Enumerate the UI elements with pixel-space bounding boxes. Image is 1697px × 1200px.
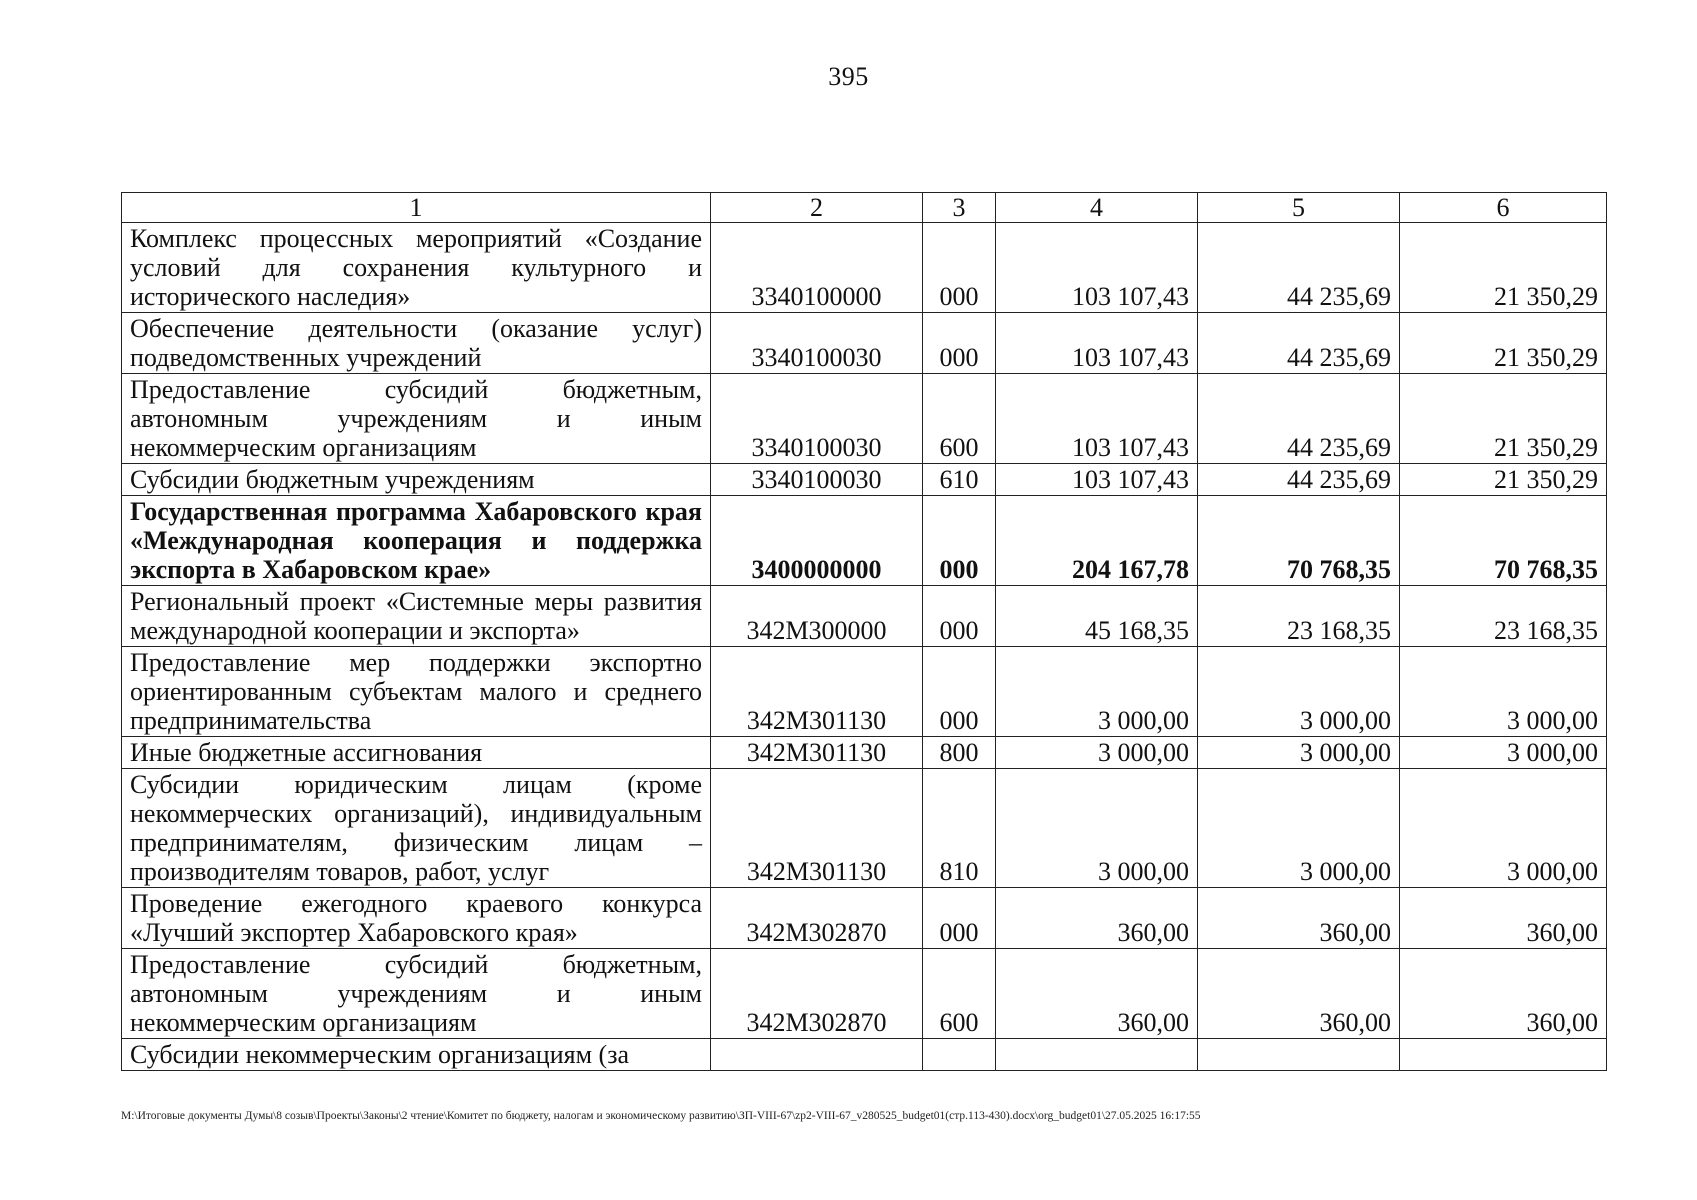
item-name-cell: Субсидии бюджетным учреждениям [122,464,711,496]
target-code-cell: 3340100030 [711,313,923,374]
item-name-cell: Предоставление субсидий бюджетным, автономным учреждениям и иным некоммерческим организациям [122,374,711,464]
amount-col-5-cell [1198,1039,1400,1071]
amount-col-5-cell: 44 235,69 [1198,464,1400,496]
target-code-cell: 342М301130 [711,769,923,888]
amount-col-5-cell: 3 000,00 [1198,647,1400,737]
item-name-cell: Государственная программа Хабаровского края «Международная кооперация и поддержка экспорта в Хабаровском крае» [122,496,711,586]
item-name-cell: Предоставление мер поддержки экспортно ориентированным субъектам малого и среднего предпринимательства [122,647,711,737]
table-row [122,888,1607,949]
amount-col-4-cell: 360,00 [996,949,1198,1039]
expense-kind-cell: 810 [923,769,996,888]
expense-kind-cell: 600 [923,374,996,464]
target-code-cell: 342М301130 [711,647,923,737]
amount-col-6-cell: 21 350,29 [1400,223,1607,313]
amount-col-5-cell: 3 000,00 [1198,737,1400,769]
table-row [122,464,1607,496]
expense-kind-cell: 000 [923,888,996,949]
header-col-4: 4 [996,193,1198,223]
budget-table [121,192,1607,1071]
amount-col-5-cell: 23 168,35 [1198,586,1400,647]
table-row [122,647,1607,737]
target-code-cell: 3340100030 [711,464,923,496]
amount-col-4-cell: 3 000,00 [996,647,1198,737]
header-col-5: 5 [1198,193,1400,223]
item-name-cell: Субсидии юридическим лицам (кроме некоммерческих организаций), индивидуальным предпринимателям, физическим лицам – производителям товаров, работ, услуг [122,769,711,888]
amount-col-6-cell: 3 000,00 [1400,769,1607,888]
budget-table-body [122,193,1607,1071]
table-row [122,313,1607,374]
amount-col-6-cell: 3 000,00 [1400,647,1607,737]
item-name-cell: Проведение ежегодного краевого конкурса «Лучший экспортер Хабаровского края» [122,888,711,949]
table-row [122,586,1607,647]
amount-col-6-cell: 3 000,00 [1400,737,1607,769]
page-number: 395 [828,62,869,91]
table-row [122,374,1607,464]
table-row [122,737,1607,769]
amount-col-4-cell: 103 107,43 [996,374,1198,464]
expense-kind-cell: 000 [923,496,996,586]
amount-col-6-cell: 23 168,35 [1400,586,1607,647]
target-code-cell: 342М302870 [711,949,923,1039]
amount-col-4-cell: 45 168,35 [996,586,1198,647]
item-name-cell: Комплекс процессных мероприятий «Создание условий для сохранения культурного и исторического наследия» [122,223,711,313]
expense-kind-cell [923,1039,996,1071]
amount-col-6-cell: 21 350,29 [1400,464,1607,496]
target-code-cell: 3400000000 [711,496,923,586]
header-row [122,193,1607,223]
amount-col-6-cell: 70 768,35 [1400,496,1607,586]
expense-kind-cell: 610 [923,464,996,496]
expense-kind-cell: 600 [923,949,996,1039]
header-col-3: 3 [923,193,996,223]
table-row [122,949,1607,1039]
amount-col-4-cell: 3 000,00 [996,769,1198,888]
amount-col-5-cell: 360,00 [1198,949,1400,1039]
item-name-cell: Обеспечение деятельности (оказание услуг) подведомственных учреждений [122,313,711,374]
header-col-6: 6 [1400,193,1607,223]
amount-col-6-cell: 21 350,29 [1400,374,1607,464]
expense-kind-cell: 000 [923,647,996,737]
target-code-cell: 342М302870 [711,888,923,949]
table-row [122,1039,1607,1071]
footer-file-path: M:\Итоговые документы Думы\8 созыв\Проекты\Законы\2 чтение\Комитет по бюджету, налогам и экономическому развитию\ЗП-VIII-67\zp2-VIII-67_v280525_budget01(стр.113-430).docx\org_budget01\27.05.2025 16:17:55 [121,1110,1201,1122]
target-code-cell: 342М301130 [711,737,923,769]
amount-col-6-cell: 360,00 [1400,888,1607,949]
amount-col-5-cell: 44 235,69 [1198,223,1400,313]
header-col-1: 1 [122,193,711,223]
amount-col-5-cell: 44 235,69 [1198,313,1400,374]
header-col-2: 2 [711,193,923,223]
expense-kind-cell: 000 [923,586,996,647]
amount-col-4-cell: 360,00 [996,888,1198,949]
table-row [122,223,1607,313]
expense-kind-cell: 800 [923,737,996,769]
table-row [122,769,1607,888]
table-row [122,496,1607,586]
amount-col-5-cell: 44 235,69 [1198,374,1400,464]
amount-col-4-cell: 103 107,43 [996,313,1198,374]
item-name-cell: Иные бюджетные ассигнования [122,737,711,769]
amount-col-4-cell: 204 167,78 [996,496,1198,586]
item-name-cell: Предоставление субсидий бюджетным, автономным учреждениям и иным некоммерческим организациям [122,949,711,1039]
target-code-cell: 3340100030 [711,374,923,464]
item-name-cell: Субсидии некоммерческим организациям (за [122,1039,711,1071]
amount-col-5-cell: 3 000,00 [1198,769,1400,888]
amount-col-6-cell: 21 350,29 [1400,313,1607,374]
amount-col-5-cell: 70 768,35 [1198,496,1400,586]
item-name-cell: Региональный проект «Системные меры развития международной кооперации и экспорта» [122,586,711,647]
amount-col-4-cell: 103 107,43 [996,223,1198,313]
target-code-cell: 342М300000 [711,586,923,647]
amount-col-6-cell: 360,00 [1400,949,1607,1039]
amount-col-4-cell: 103 107,43 [996,464,1198,496]
amount-col-5-cell: 360,00 [1198,888,1400,949]
target-code-cell: 3340100000 [711,223,923,313]
amount-col-6-cell [1400,1039,1607,1071]
target-code-cell [711,1039,923,1071]
amount-col-4-cell: 3 000,00 [996,737,1198,769]
expense-kind-cell: 000 [923,313,996,374]
expense-kind-cell: 000 [923,223,996,313]
amount-col-4-cell [996,1039,1198,1071]
